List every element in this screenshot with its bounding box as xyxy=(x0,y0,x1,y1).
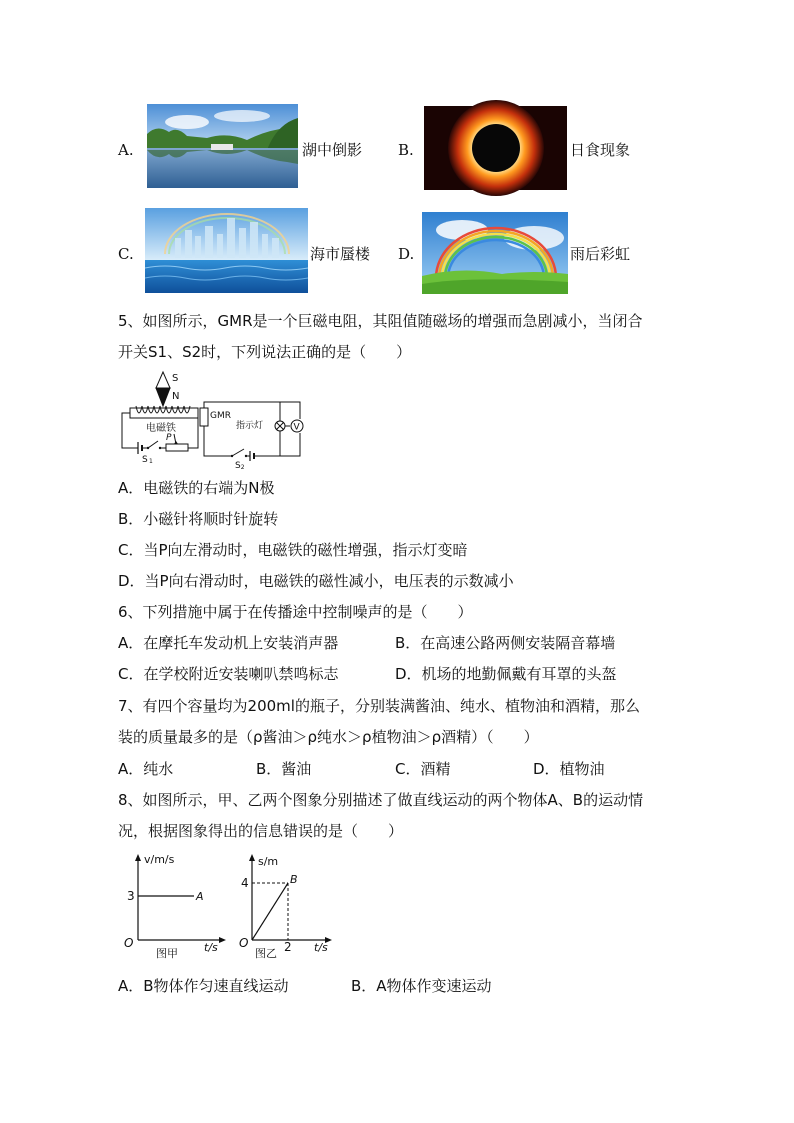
series-b-line xyxy=(252,883,288,940)
q7-option-a: A．纯水 xyxy=(118,760,174,778)
switch-s1-subscript: 1 xyxy=(149,458,153,465)
q7-option-b: B．酱油 xyxy=(256,760,312,778)
q8-stem-line1: 8、如图所示，甲、乙两个图象分别描述了做直线运动的两个物体A、B的运动情 xyxy=(118,791,644,809)
compass-n-label: N xyxy=(172,391,180,402)
option-letter: C. xyxy=(118,245,134,263)
q5-option-b: B．小磁针将顺时针旋转 xyxy=(118,510,279,528)
q6-stem: 6、下列措施中属于在传播途中控制噪声的是（ ） xyxy=(118,603,473,621)
voltmeter-label: V xyxy=(293,422,300,433)
y-axis-label: s/m xyxy=(258,855,279,868)
gmr-label: GMR xyxy=(210,411,231,421)
q6-option-a: A．在摩托车发动机上安装消声器 xyxy=(118,634,339,652)
q6-option-c: C．在学校附近安装喇叭禁鸣标志 xyxy=(118,665,339,683)
origin-label: O xyxy=(239,936,249,950)
series-a-label: A xyxy=(196,890,204,903)
q5-stem-line1: 5、如图所示，GMR是一个巨磁电阻，其阻值随磁场的增强而急剧减小，当闭合 xyxy=(118,312,643,330)
option-letter: A. xyxy=(118,141,134,159)
option-caption: 日食现象 xyxy=(570,141,631,159)
gmr-resistor-icon xyxy=(200,408,208,426)
series-b-label: B xyxy=(290,873,298,886)
q6-option-b: B．在高速公路两侧安装隔音幕墙 xyxy=(395,634,616,652)
origin-label: O xyxy=(124,936,134,950)
x-axis-label: t/s xyxy=(314,941,328,954)
q8-stem-line2: 况，根据图象得出的信息错误的是（ ） xyxy=(118,822,404,840)
q5-option-d: D．当P向右滑动时，电磁铁的磁性减小，电压表的示数减小 xyxy=(118,572,514,590)
x-axis-arrow-icon xyxy=(219,937,226,943)
electromagnet-label: 电磁铁 xyxy=(146,423,176,434)
lake-reflection-photo xyxy=(147,104,298,188)
x-tick-label: 2 xyxy=(284,940,292,954)
option-caption: 湖中倒影 xyxy=(302,141,363,159)
y-tick-label: 4 xyxy=(241,876,249,890)
option-caption: 雨后彩虹 xyxy=(570,245,631,263)
y-axis-label: v/m/s xyxy=(144,853,175,866)
gmr-circuit-diagram xyxy=(118,368,308,471)
compass-s-label: S xyxy=(172,373,179,384)
graph-caption: 图乙 xyxy=(255,947,277,960)
switch-s1-icon xyxy=(148,441,158,448)
rainbow-photo xyxy=(422,212,568,294)
y-axis-arrow-icon xyxy=(249,854,255,861)
q7-stem-line1: 7、有四个容量均为200ml的瓶子，分别装满酱油、纯水、植物油和酒精，那么 xyxy=(118,697,640,715)
compass-needle-north-icon xyxy=(156,388,170,406)
displacement-time-graph xyxy=(236,850,336,962)
q8-option-a: A．B物体作匀速直线运动 xyxy=(118,977,289,995)
q6-option-d: D．机场的地勤佩戴有耳罩的头盔 xyxy=(395,665,617,683)
y-tick-label: 3 xyxy=(127,889,135,903)
q8-option-b: B．A物体作变速运动 xyxy=(351,977,492,995)
compass-needle-south-icon xyxy=(156,372,170,388)
rheostat-icon xyxy=(166,444,188,451)
q7-stem-line2: 装的质量最多的是（ρ酱油＞ρ纯水＞ρ植物油＞ρ酒精）（ ） xyxy=(118,728,539,746)
velocity-time-graph xyxy=(118,850,230,962)
option-caption: 海市蜃楼 xyxy=(310,245,371,263)
switch-s2-subscript: 2 xyxy=(240,464,245,471)
solar-eclipse-photo xyxy=(424,106,567,190)
q5-option-a: A．电磁铁的右端为N极 xyxy=(118,479,275,497)
q7-option-c: C．酒精 xyxy=(395,760,451,778)
graph-caption: 图甲 xyxy=(156,947,178,960)
mirage-photo xyxy=(145,208,308,293)
y-axis-arrow-icon xyxy=(135,854,141,861)
switch-s1-label: S xyxy=(142,455,148,465)
switch-s2-label: S2 xyxy=(235,461,245,471)
indicator-lamp-label: 指示灯 xyxy=(236,421,264,431)
q7-option-d: D．植物油 xyxy=(533,760,605,778)
q5-stem-line2: 开关S1、S2时，下列说法正确的是（ ） xyxy=(118,343,412,361)
switch-s2-icon xyxy=(232,449,244,456)
slider-p-label: P xyxy=(166,433,172,443)
x-axis-label: t/s xyxy=(204,941,218,954)
option-letter: D. xyxy=(398,245,415,263)
q5-option-c: C．当P向左滑动时，电磁铁的磁性增强，指示灯变暗 xyxy=(118,541,468,559)
option-letter: B. xyxy=(398,141,414,159)
